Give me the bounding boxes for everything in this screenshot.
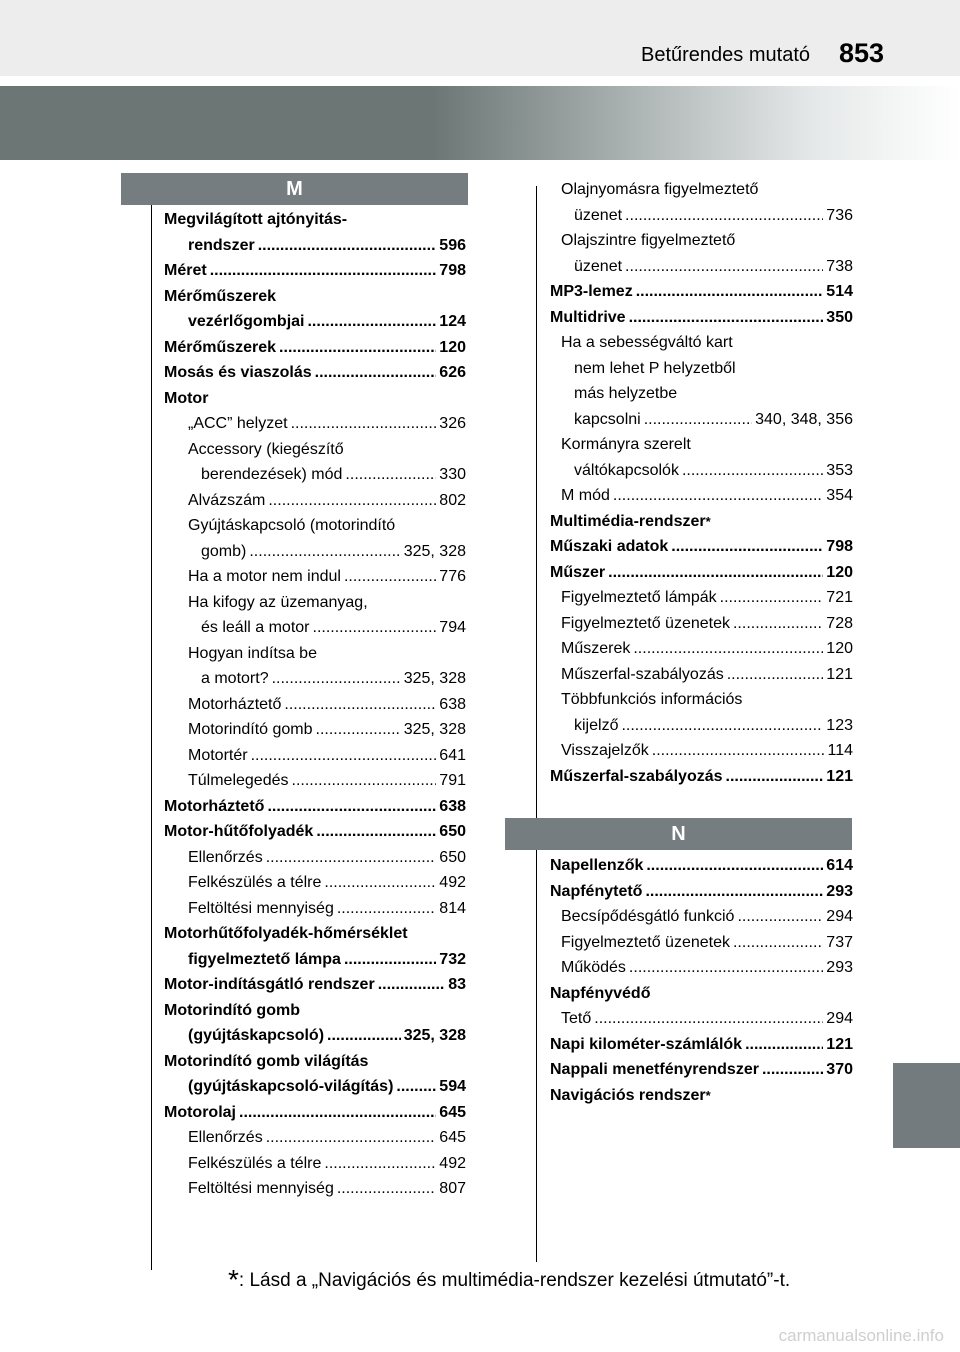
dot-leader [720, 585, 824, 611]
entry-page-ref: 326 [439, 415, 466, 432]
dot-leader [726, 764, 824, 790]
footnote-star: * [228, 1264, 239, 1295]
entry-page-ref: 802 [439, 491, 466, 509]
index-entry [164, 1049, 466, 1075]
entry-term: Mérőműszerek [164, 287, 277, 305]
entry-page-ref: 641 [439, 746, 466, 764]
entry-page-ref: 650 [439, 823, 466, 840]
entry-term: kijelző [574, 716, 619, 734]
entry-page-ref: 814 [439, 899, 466, 917]
header-banner [0, 86, 960, 160]
dot-leader [316, 819, 436, 845]
entry-term: Műszerek [561, 640, 631, 657]
index-entry [550, 955, 853, 981]
dot-leader [378, 972, 446, 998]
index-entry [550, 764, 853, 790]
entry-term: „ACC” helyzet [188, 415, 288, 432]
dot-leader [327, 1023, 401, 1049]
index-entry [164, 794, 466, 820]
entry-term: Napi kilométer-számlálók [550, 1035, 743, 1053]
entry-term: Olajnyomásra figyelmeztető [561, 181, 759, 198]
entry-term: Accessory (kiegészítő [188, 440, 344, 458]
section-title: Betűrendes mutató [641, 44, 810, 66]
dot-leader [344, 947, 436, 973]
index-entry [550, 254, 853, 280]
dot-leader [625, 203, 823, 229]
index-entry [164, 870, 466, 896]
entry-page-ref: 121 [826, 665, 853, 683]
index-entry [164, 819, 466, 845]
entry-term: Motortér [188, 746, 248, 764]
entry-term: Figyelmeztető üzenetek [561, 933, 730, 951]
dot-leader [625, 254, 823, 280]
index-entry [164, 360, 466, 386]
dot-leader [313, 615, 437, 641]
index-entry [550, 636, 853, 662]
footnote-marker: * [705, 513, 711, 529]
entry-term: Ha a motor nem indul [188, 568, 341, 585]
entry-term: Műszaki adatok [550, 538, 669, 555]
entry-page-ref: 340, 348, 356 [755, 410, 853, 428]
entry-page-ref: 350 [826, 308, 853, 326]
entry-page-ref: 728 [826, 614, 853, 632]
dot-leader [291, 411, 437, 437]
entry-term: Feltöltési mennyiség [188, 1180, 334, 1197]
section-heading-n: N [505, 818, 852, 850]
left-column-rule [151, 205, 152, 1270]
entry-term: Megvilágított ajtónyitás- [164, 211, 348, 228]
index-entry [164, 1176, 466, 1202]
entry-page-ref: 293 [826, 959, 853, 976]
entry-page-ref: 120 [826, 640, 853, 657]
entry-term: Motorindító gomb világítás [164, 1052, 369, 1070]
index-entry [164, 309, 466, 335]
index-entry [164, 1125, 466, 1151]
entry-term: Olajszintre figyelmeztető [561, 232, 736, 249]
entry-term: és leáll a motor [201, 619, 310, 636]
index-entry [164, 437, 466, 463]
dot-leader [307, 309, 436, 335]
entry-page-ref: 293 [826, 882, 853, 900]
entry-term: Feltöltési mennyiség [188, 899, 334, 917]
entry-page-ref: 721 [826, 589, 853, 606]
entry-page-ref: 638 [439, 695, 466, 713]
index-entry [164, 539, 466, 565]
dot-leader [737, 904, 823, 930]
entry-term: M mód [561, 487, 610, 504]
entry-page-ref: 732 [439, 950, 466, 968]
entry-term: Navigációs rendszer [550, 1086, 706, 1104]
entry-page-ref: 794 [439, 619, 466, 636]
entry-term: kapcsolni [574, 410, 641, 428]
entry-page-ref: 737 [826, 933, 853, 951]
index-entry [550, 1006, 853, 1032]
index-entry [550, 177, 853, 203]
entry-page-ref: 738 [826, 257, 853, 275]
entry-term: nem lehet P helyzetből [574, 359, 736, 377]
entry-term: Motorháztető [188, 695, 282, 713]
entry-page-ref: 645 [439, 1129, 466, 1146]
entry-term: Kormányra szerelt [561, 436, 691, 453]
dot-leader [272, 666, 401, 692]
page-number: 853 [838, 38, 884, 68]
index-entry [164, 1100, 466, 1126]
entry-term: MP3-lemez [550, 283, 633, 300]
index-entry [550, 738, 853, 764]
entry-term: Motorindító gomb [164, 1001, 300, 1019]
entry-term: Figyelmeztető lámpák [561, 589, 717, 606]
entry-term: Motorolaj [164, 1103, 236, 1121]
entry-page-ref: 325, 328 [403, 670, 466, 687]
index-entry [550, 381, 853, 407]
dot-leader [266, 845, 437, 871]
entry-page-ref: 776 [439, 568, 466, 585]
dot-leader [652, 738, 825, 764]
entry-term: Visszajelzők [561, 742, 649, 759]
dot-leader [733, 611, 823, 637]
dot-leader [267, 794, 436, 820]
index-entry [550, 483, 853, 509]
index-entry [164, 998, 466, 1024]
entry-term: Napfényvédő [550, 984, 651, 1002]
index-entry [164, 411, 466, 437]
entry-term: Gyújtáskapcsoló (motorindító [188, 517, 396, 534]
index-entry [550, 1057, 853, 1083]
index-entry [164, 615, 466, 641]
index-entry [550, 713, 853, 739]
entry-term: Műszerfal-szabályozás [550, 767, 723, 785]
entry-page-ref: 798 [826, 538, 853, 555]
index-entry [164, 284, 466, 310]
dot-leader [613, 483, 823, 509]
entry-term: üzenet [574, 206, 623, 224]
index-entry [550, 853, 853, 879]
entry-term: (gyújtáskapcsoló) [188, 1027, 325, 1044]
entry-term: Többfunkciós információs [561, 691, 743, 708]
entry-term: (gyújtáskapcsoló-világítás) [188, 1078, 394, 1095]
entry-page-ref: 330 [439, 466, 466, 483]
index-entry [550, 904, 853, 930]
dot-leader [608, 560, 823, 586]
entry-page-ref: 614 [826, 857, 853, 874]
entry-page-ref: 325, 328 [403, 1027, 466, 1044]
dot-leader [621, 713, 823, 739]
entry-page-ref: 370 [826, 1061, 853, 1078]
dot-leader [629, 305, 824, 331]
entry-page-ref: 294 [826, 1010, 853, 1027]
entry-term: Napfénytető [550, 882, 643, 900]
index-column-right-top [550, 177, 853, 789]
index-entry [550, 1083, 853, 1109]
dot-leader [337, 1176, 436, 1202]
entry-term: Motor-indításgátló rendszer [164, 976, 375, 993]
index-entry [164, 233, 466, 259]
index-entry [164, 1074, 466, 1100]
entry-page-ref: 121 [826, 767, 853, 785]
index-column-right-bottom [550, 853, 853, 1108]
entry-page-ref: 798 [439, 262, 466, 279]
index-entry [164, 845, 466, 871]
footnote-marker: * [705, 1087, 711, 1103]
dot-leader [644, 407, 752, 433]
index-column-left [164, 207, 466, 1202]
index-entry [164, 947, 466, 973]
index-entry [164, 335, 466, 361]
index-entry [550, 356, 853, 382]
entry-page-ref: 120 [826, 563, 853, 581]
entry-term: vezérlőgombjai [188, 313, 305, 330]
dot-leader [337, 896, 436, 922]
entry-term: Ha a sebességváltó kart [561, 334, 733, 351]
entry-term: Motor [164, 389, 209, 407]
index-entry [550, 981, 853, 1007]
dot-leader [671, 534, 823, 560]
index-entry [164, 258, 466, 284]
index-entry [550, 611, 853, 637]
entry-page-ref: 353 [826, 461, 853, 479]
dot-leader [633, 636, 823, 662]
index-entry [164, 386, 466, 412]
entry-page-ref: 736 [826, 206, 853, 224]
entry-term: Motorhűtőfolyadék-hőmérséklet [164, 925, 408, 942]
entry-page-ref: 492 [439, 1154, 466, 1172]
entry-term: Felkészülés a télre [188, 1154, 322, 1172]
entry-page-ref: 596 [439, 236, 466, 254]
index-entry [550, 407, 853, 433]
entry-page-ref: 121 [826, 1035, 853, 1053]
entry-term: Tető [561, 1010, 592, 1027]
entry-page-ref: 807 [439, 1180, 466, 1197]
dot-leader [594, 1006, 823, 1032]
index-entry [550, 203, 853, 229]
index-entry [164, 972, 466, 998]
dot-leader [646, 853, 823, 879]
index-entry [550, 662, 853, 688]
index-entry [164, 743, 466, 769]
entry-page-ref: 114 [827, 742, 853, 759]
dot-leader [682, 458, 823, 484]
entry-page-ref: 325, 328 [403, 542, 466, 560]
dot-leader [315, 360, 437, 386]
entry-page-ref: 123 [826, 716, 853, 734]
entry-page-ref: 626 [439, 364, 466, 381]
index-entry [164, 692, 466, 718]
entry-term: Ellenőrzés [188, 1129, 263, 1146]
index-entry [164, 462, 466, 488]
entry-term: Nappali menetfényrendszer [550, 1061, 759, 1078]
entry-term: váltókapcsolók [574, 461, 679, 479]
dot-leader [316, 717, 401, 743]
entry-term: Műszer [550, 563, 606, 581]
dot-leader [727, 662, 824, 688]
index-entry [164, 590, 466, 616]
index-entry [550, 879, 853, 905]
dot-leader [268, 488, 436, 514]
entry-term: Műszerfal-szabályozás [561, 665, 724, 683]
index-entry [550, 930, 853, 956]
entry-term: Mosás és viaszolás [164, 364, 312, 381]
dot-leader [324, 870, 436, 896]
dot-leader [629, 955, 823, 981]
entry-term: Figyelmeztető üzenetek [561, 614, 730, 632]
dot-leader [239, 1100, 436, 1126]
entry-term: berendezések) mód [201, 466, 343, 483]
index-entry [164, 1023, 466, 1049]
dot-leader [636, 279, 824, 305]
entry-page-ref: 514 [826, 283, 853, 300]
dot-leader [745, 1032, 823, 1058]
entry-page-ref: 594 [439, 1078, 466, 1095]
entry-term: Motorindító gomb [188, 721, 313, 738]
page-header-bar [0, 0, 960, 76]
entry-term: Motor-hűtőfolyadék [164, 823, 314, 840]
dot-leader [344, 564, 436, 590]
entry-term: a motort? [201, 670, 269, 687]
chapter-tab [893, 1063, 960, 1148]
dot-leader [279, 335, 436, 361]
index-entry [550, 509, 853, 535]
entry-page-ref: 492 [439, 874, 466, 891]
entry-term: Hogyan indítsa be [188, 644, 317, 662]
index-entry [164, 921, 466, 947]
entry-page-ref: 120 [439, 338, 466, 356]
dot-leader [762, 1057, 823, 1083]
entry-term: üzenet [574, 257, 623, 275]
dot-leader [284, 692, 436, 718]
index-entry [164, 207, 466, 233]
entry-term: más helyzetbe [574, 385, 678, 402]
entry-page-ref: 294 [826, 908, 853, 925]
index-entry [164, 1151, 466, 1177]
entry-term: Túlmelegedés [188, 772, 289, 789]
dot-leader [733, 930, 823, 956]
index-entry [164, 513, 466, 539]
dot-leader [292, 768, 437, 794]
entry-term: Napellenzők [550, 857, 644, 874]
entry-term: Motorháztető [164, 797, 265, 815]
entry-term: Multidrive [550, 308, 626, 326]
entry-term: Működés [561, 959, 626, 976]
dot-leader [249, 539, 400, 565]
entry-term: Ha kifogy az üzemanyag, [188, 593, 368, 611]
dot-leader [251, 743, 437, 769]
dot-leader [258, 233, 437, 259]
entry-page-ref: 791 [439, 772, 466, 789]
entry-term: Méret [164, 262, 207, 279]
watermark: carmanualsonline.info [778, 1326, 944, 1345]
entry-page-ref: 645 [439, 1103, 466, 1121]
center-column-rule [536, 186, 537, 1262]
entry-page-ref: 124 [439, 313, 466, 330]
index-entry [164, 896, 466, 922]
index-entry [550, 279, 853, 305]
entry-term: Multimédia-rendszer [550, 512, 706, 530]
index-entry [550, 560, 853, 586]
index-entry [164, 564, 466, 590]
dot-leader [645, 879, 823, 905]
index-entry [550, 305, 853, 331]
entry-term: figyelmeztető lámpa [188, 950, 341, 968]
index-entry [550, 1032, 853, 1058]
index-entry [550, 458, 853, 484]
entry-page-ref: 354 [826, 487, 853, 504]
dot-leader [210, 258, 437, 284]
index-entry [550, 687, 853, 713]
index-entry [550, 585, 853, 611]
index-entry [550, 330, 853, 356]
footnote [228, 1264, 790, 1296]
entry-term: gomb) [201, 542, 247, 560]
index-entry [164, 768, 466, 794]
index-entry [550, 228, 853, 254]
index-entry [550, 432, 853, 458]
index-entry [550, 534, 853, 560]
footnote-text: : Lásd a „Navigációs és multimédia-rendszer kezelési útmutató”-t. [238, 1270, 791, 1291]
entry-term: Felkészülés a télre [188, 874, 322, 891]
entry-page-ref: 83 [448, 976, 466, 993]
entry-term: Alvázszám [188, 491, 266, 509]
section-heading-m: M [121, 173, 468, 205]
dot-leader [324, 1151, 436, 1177]
dot-leader [266, 1125, 437, 1151]
entry-term: Ellenőrzés [188, 848, 263, 866]
entry-term: Mérőműszerek [164, 338, 277, 356]
dot-leader [345, 462, 436, 488]
entry-term: rendszer [188, 236, 255, 254]
index-entry [164, 717, 466, 743]
entry-term: Becsípődésgátló funkció [561, 908, 735, 925]
entry-page-ref: 638 [439, 797, 466, 815]
index-entry [164, 488, 466, 514]
entry-page-ref: 325, 328 [403, 721, 466, 738]
index-entry [164, 641, 466, 667]
entry-page-ref: 650 [439, 848, 466, 866]
dot-leader [396, 1074, 436, 1100]
index-entry [164, 666, 466, 692]
